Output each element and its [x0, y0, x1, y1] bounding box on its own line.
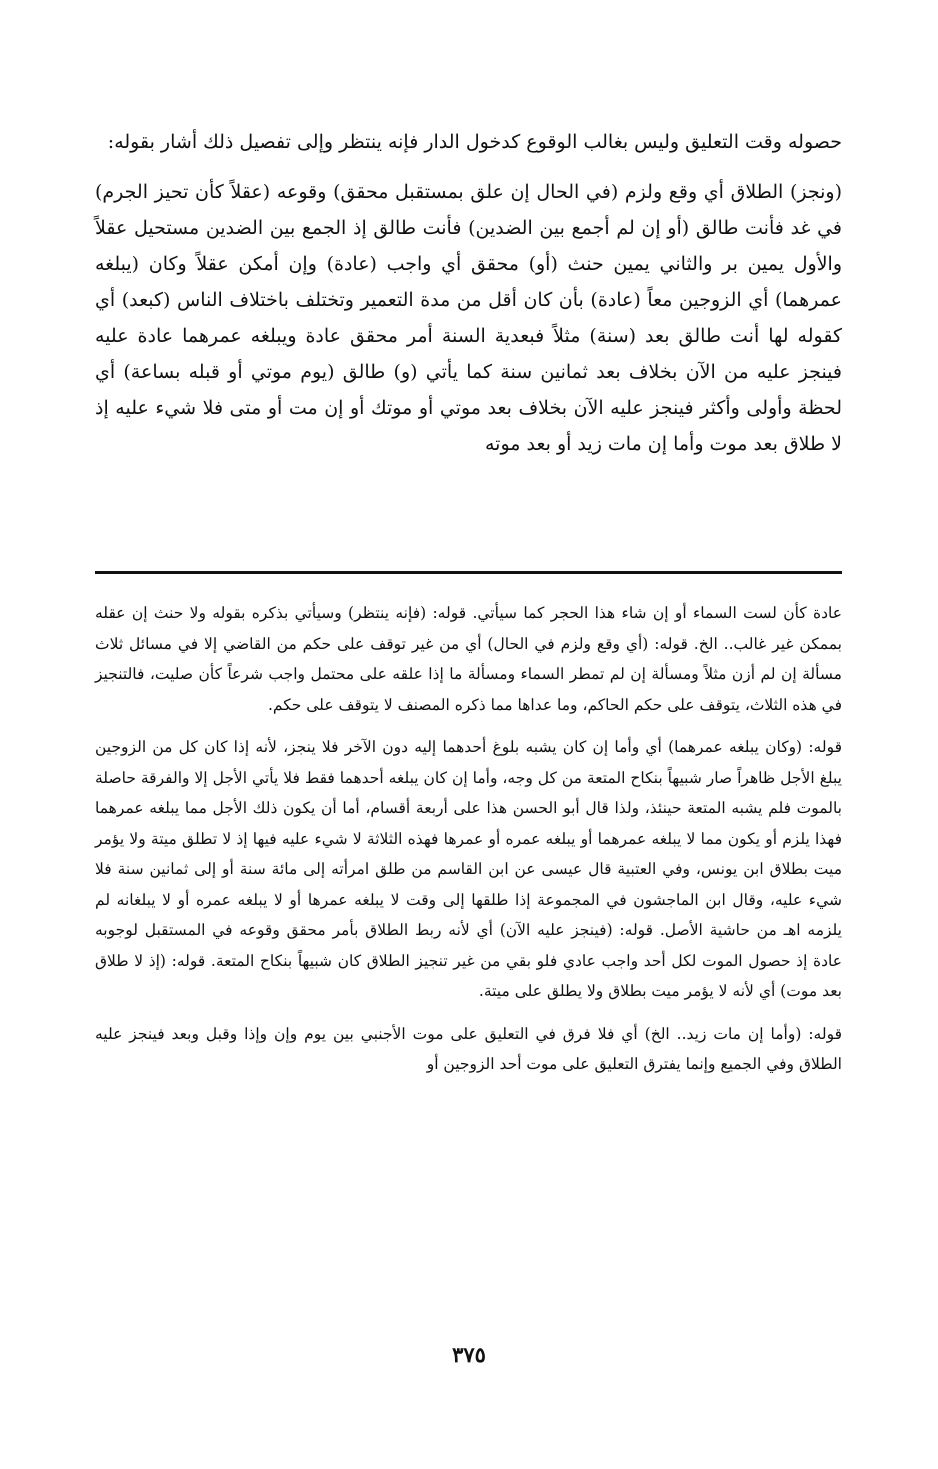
footnote-separator	[95, 571, 842, 574]
commentary-paragraph-3: قوله: (وأما إن مات زيد.. الخ) أي فلا فرق في التعليق على موت الأجنبي بين يوم وإن وإذا وقبل وبعد فينجز عليه الطلاق وفي الجميع وإنما يفترق التعليق على موت أحد الزوجين أو	[95, 1024, 842, 1073]
main-paragraph-1: حصوله وقت التعليق وليس بغالب الوقوع كدخول الدار فإنه ينتظر وإلى تفصيل ذلك أشار بقوله:	[107, 131, 842, 153]
main-paragraph-2: (ونجز) الطلاق أي وقع ولزم (في الحال إن علق بمستقبل محقق) وقوعه (عقلاً كأن تحيز الجرم) في غد فأنت طالق (أو إن لم أجمع بين الضدين) فأنت طالق إذ الجمع بين الضدين مستحيل عقلاً والأول يمين بر والثاني يمين حنث (أو) محقق أي واجب (عادة) وإن أمكن عقلاً وكان (يبلغه عمرهما) أي الزوجين معاً (عادة) بأن كان أقل من مدة التعمير وتختلف باختلاف الناس (كبعد) أي كقوله لها أنت طالق بعد (سنة) مثلاً فبعدية السنة أمر محقق عادة ويبلغه عمرهما عادة عليه فينجز عليه من الآن بخلاف بعد ثمانين سنة كما يأتي (و) طالق (يوم موتي أو قبله بساعة) أي لحظة وأولى وأكثر فينجز عليه الآن بخلاف بعد موتي أو موتك أو إن مت أو متى فلا شيء عليه إذ لا طلاق بعد موت وأما إن مات زيد أو بعد موته	[95, 181, 842, 455]
main-text	[95, 124, 842, 462]
commentary-text	[95, 598, 842, 1080]
commentary-paragraph-1: عادة كأن لست السماء أو إن شاء هذا الحجر كما سيأتي. قوله: (فإنه ينتظر) وسيأتي بذكره بقوله ولا حنث إن عقله بممكن غير غالب.. الخ. قوله: (أي وقع ولزم في الحال) أي من غير توقف على حكم من القاضي إلا في مسائل ثلاث مسألة إن لم أزن مثلاً ومسألة إن لم تمطر السماء ومسألة ما إذا علقه على محتمل واجب شرعاً كأن صليت، فالتنجيز في هذه الثلاث، يتوقف على حكم الحاكم، وما عداها مما ذكره المصنف لا يتوقف على حكم.	[95, 604, 842, 714]
page-number: ٣٧٥	[452, 1342, 486, 1367]
commentary-paragraph-2: قوله: (وكان يبلغه عمرهما) أي وأما إن كان يشبه بلوغ أحدهما إليه دون الآخر فلا ينجز، لأنه إذا كان كل من الزوجين يبلغ الأجل ظاهراً صار شبيهاً بنكاح المتعة من كل وجه، وأما إن كان يبلغه أحدهما فقط فلا يأتي الأجل إلا والفرقة حاصلة بالموت فلم يشبه المتعة حينئذ، ولذا قال أبو الحسن هذا على أربعة أقسام، أما أن يكون ذلك الأجل مما يبلغه عمرهما فهذا يلزم أو يكون مما لا يبلغه عمرهما أو يبلغه عمره أو عمرها فهذه الثلاثة لا شيء عليه فيها إذ لا تطلق ميتة ولا يؤمر ميت بطلاق ابن يونس، وفي العتبية قال عيسى عن ابن القاسم من طلق امرأته إلى مائة سنة أو إلى ثمانين سنة فلا شيء عليه، وقال ابن الماجشون في المجموعة إذا طلقها إلى وقت لا يبلغه عمرها أو لا يبلغه عمره أو لا يبلغانه لم يلزمه اهـ من حاشية الأصل. قوله: (فينجز عليه الآن) أي لأنه ربط الطلاق بأمر محقق وقوعه في المستقبل لوجوبه عادة إذ حصول الموت لكل أحد واجب عادي فلو بقي من غير تنجيز الطلاق كان شبيهاً بنكاح المتعة. قوله: (إذ لا طلاق بعد موت) أي لأنه لا يؤمر ميت بطلاق ولا يطلق على ميتة.	[95, 738, 842, 1000]
